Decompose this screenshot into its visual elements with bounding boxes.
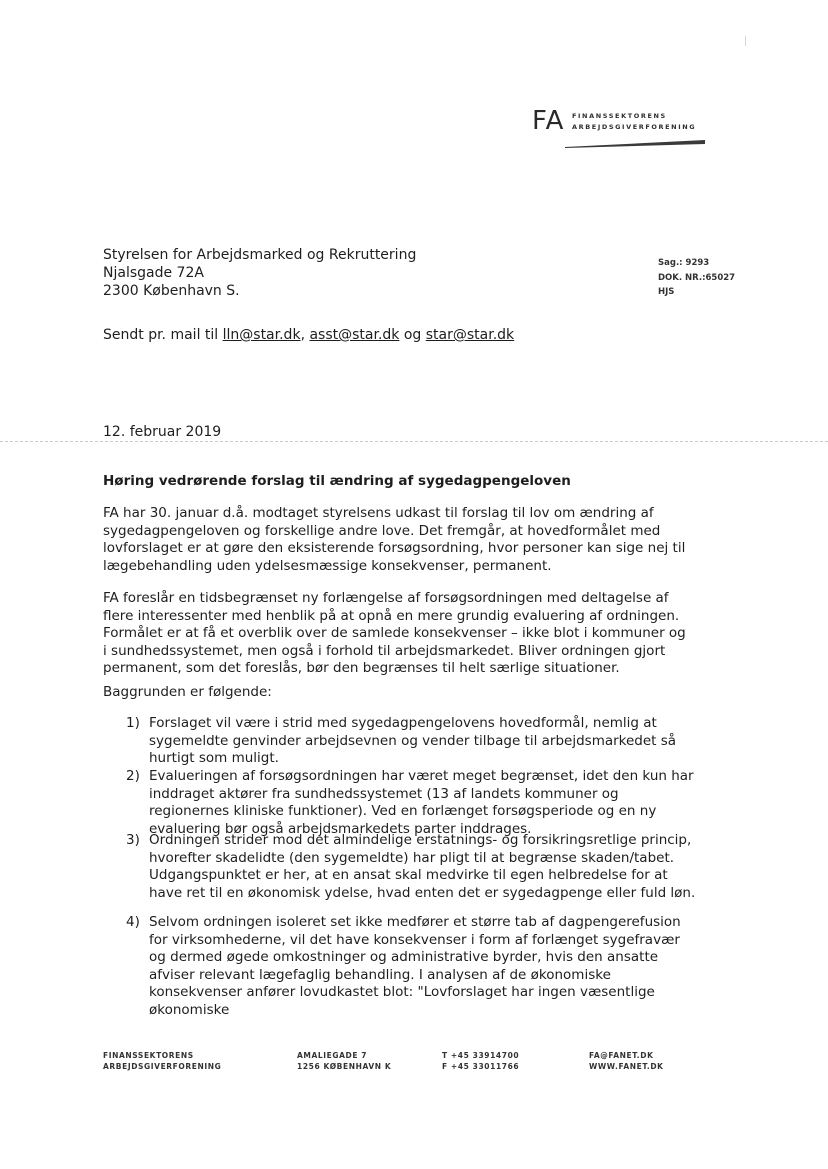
email-link-asst[interactable]: asst@star.dk (309, 327, 400, 343)
footer-city: 1256 KØBENHAVN K (297, 1062, 392, 1071)
divider (0, 441, 828, 442)
footer-email-link[interactable]: FA@FANET.DK (589, 1051, 654, 1060)
case-number: Sag.: 9293 (658, 258, 710, 268)
recipient-street: Njalsgade 72A (103, 265, 204, 281)
logo-swoosh-icon (565, 138, 705, 150)
author-initials: HJS (658, 287, 675, 297)
document-number: DOK. NR.:65027 (658, 273, 736, 283)
sent-prefix: Sendt pr. mail til (103, 327, 223, 343)
footer-street: AMALIEGADE 7 (297, 1051, 368, 1060)
email-link-lln[interactable]: lln@star.dk (222, 327, 301, 343)
scan-mark (745, 36, 746, 46)
email-link-star[interactable]: star@star.dk (425, 327, 515, 343)
footer-web (589, 1050, 664, 1072)
list-item-text: Forslaget vil være i strid med sygedagpengelovens hovedformål, nemlig at sygemeldte genvinder arbejdsevnen og vender tilbage til arbejdsmarkedet så hurtigt som muligt. (149, 715, 677, 766)
footer-telephone: T +45 33914700 (442, 1051, 520, 1060)
logo-line-2: ARBEJDSGIVERFORENING (572, 123, 697, 131)
list-item (126, 768, 696, 838)
footer-website-link[interactable]: WWW.FANET.DK (589, 1062, 664, 1071)
logo-line-1: FINANSSEKTORENS (572, 112, 667, 120)
letter-heading: Høring vedrørende forslag til ændring af sygedagpengeloven (103, 473, 571, 489)
paragraph-1: FA har 30. januar d.å. modtaget styrelsens udkast til forslag til lov om ændring af sygedagpengeloven og forskellige andre love. Det fremgår, at hovedformålet med lovforslaget er at gøre den eksisterende forsøgsordning, hvor personer kan sige nej til lægebehandling uden ydelsesmæssige konsekvenser, permanent. (103, 505, 686, 574)
footer-org-line-1: FINANSSEKTORENS (103, 1051, 194, 1060)
list-item-text: Evalueringen af forsøgsordningen har været meget begrænset, idet den kun har inddraget aktører fra sundhedssystemet (13 af landets kommuner og regionernes kliniske funktioner). Ved en forlænget forsøgsperiode og en ny evaluering bør også arbejdsmarkedets parter inddrages. (149, 768, 694, 837)
list-item (126, 715, 696, 768)
recipient-city: 2300 København S. (103, 283, 240, 299)
list-item (126, 832, 696, 902)
footer-org-line-2: ARBEJDSGIVERFORENING (103, 1062, 222, 1071)
paragraph-3: Baggrunden er følgende: (103, 684, 272, 700)
recipient-name: Styrelsen for Arbejdsmarked og Rekruttering (103, 247, 417, 263)
logo-mark: FA (532, 106, 565, 136)
list-item-text: Ordningen strider mod det almindelige erstatnings- og forsikringsretlige princip, hvorefter skadelidte (den sygemeldte) har pligt til at begrænse skaden/tabet. Udgangspunktet er her, at en ansat skal medvirke til egen helbredelse for at have ret til en økonomisk ydelse, hvad enten det er sygedagpenge eller fuld løn. (149, 832, 696, 901)
list-item-number: 1) (126, 715, 140, 731)
letter-date: 12. februar 2019 (103, 424, 222, 440)
list-item-number: 3) (126, 832, 140, 848)
list-item-number: 4) (126, 914, 140, 930)
footer-fax: F +45 33011766 (442, 1062, 520, 1071)
list-item-number: 2) (126, 768, 140, 784)
sent-by-mail-line (103, 327, 514, 343)
footer-phone (442, 1050, 519, 1072)
footer-organization (103, 1050, 221, 1072)
sent-separator-1: , (300, 327, 310, 343)
footer-address (297, 1050, 391, 1072)
paragraph-2: FA foreslår en tidsbegrænset ny forlængelse af forsøgsordningen med deltagelse af flere interessenter med henblik på at opnå en mere grundig evaluering af ordningen. Formålet er at få et overblik over de samlede konsekvenser – ikke blot i kommuner og i sundhedssystemet, men også i forhold til arbejdsmarkedet. Bliver ordningen gjort permanent, som det foreslås, bør den begrænses til helt særlige situationer. (103, 590, 686, 676)
list-item (126, 914, 696, 1019)
list-item-text: Selvom ordningen isoleret set ikke medfører et større tab af dagpengerefusion for virksomhederne, vil det have konsekvenser i form af forlænget sygefravær og dermed øgede omkostninger og administrative byrder, hvis den ansatte afviser relevant lægefaglig behandling. I analysen af de økonomiske konsekvenser anfører lovudkastet blot: "Lovforslaget har ingen væsentlige økonomiske (149, 914, 681, 1018)
sent-separator-2: og (399, 327, 426, 343)
